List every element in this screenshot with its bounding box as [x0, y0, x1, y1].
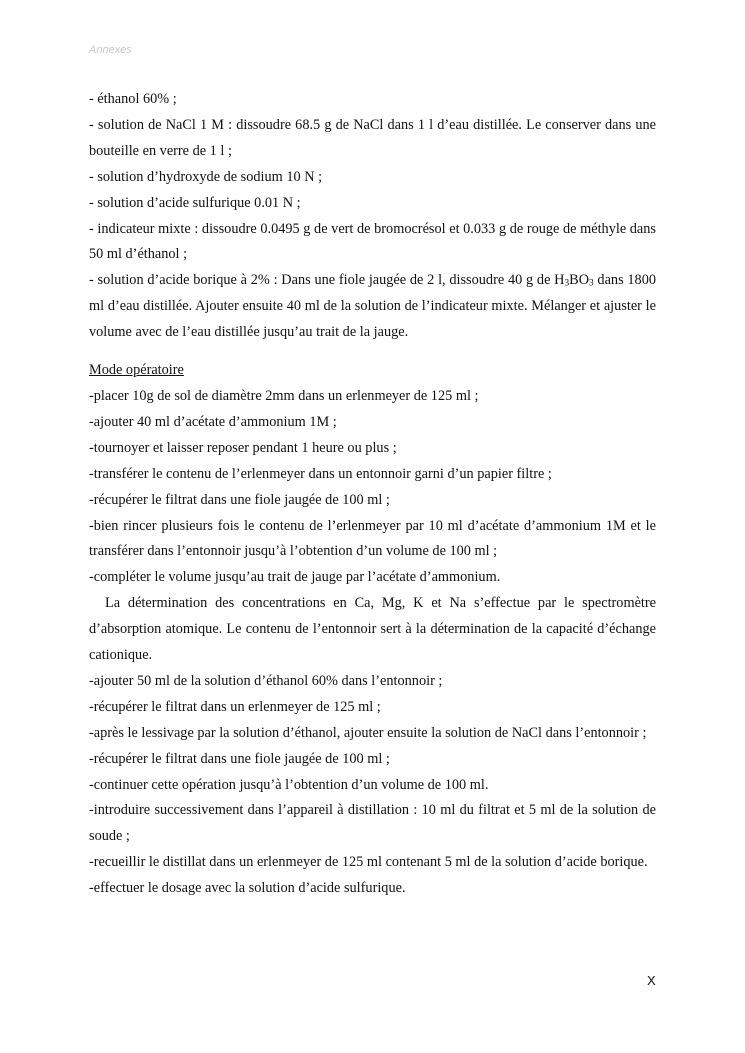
procedure-step: -introduire successivement dans l’appareil à distillation : 10 ml du filtrat et 5 ml de la solution de soude ; — [89, 802, 656, 845]
procedure-note: La détermination des concentrations en Ca, Mg, K et Na s’effectue par le spectromètre d’absorption atomique. Le contenu de l’entonnoir sert à la détermination de la capacité d’échange cationique. — [89, 595, 656, 664]
boric-acid-formula: BO — [569, 272, 590, 289]
procedure-step: -ajouter 50 ml de la solution d’éthanol 60% dans l’entonnoir ; — [89, 672, 443, 689]
reagent-item: - solution d’acide sulfurique 0.01 N ; — [89, 194, 301, 211]
boric-acid-subscript-2: 3 — [589, 278, 594, 289]
procedure-step: -bien rincer plusieurs fois le contenu de l’erlenmeyer par 10 ml d’acétate d’ammonium 1M et le transférer dans l’entonnoir jusqu’à l’obtention d’un volume de 100 ml ; — [89, 517, 656, 560]
page-number: X — [647, 973, 656, 988]
procedure-step: -récupérer le filtrat dans une fiole jaugée de 100 ml ; — [89, 750, 390, 767]
reagent-item-boric-acid — [89, 268, 656, 346]
reagent-item: - solution de NaCl 1 M : dissoudre 68.5 g de NaCl dans 1 l d’eau distillée. Le conserver dans une bouteille en verre de 1 l ; — [89, 116, 656, 159]
document-body — [89, 87, 656, 902]
reagent-item: - solution d’hydroxyde de sodium 10 N ; — [89, 168, 323, 185]
procedure-step: -récupérer le filtrat dans un erlenmeyer de 125 ml ; — [89, 698, 381, 715]
procedure-step: -récupérer le filtrat dans une fiole jaugée de 100 ml ; — [89, 491, 390, 508]
procedure-step: -effectuer le dosage avec la solution d’acide sulfurique. — [89, 880, 406, 897]
reagent-item: - éthanol 60% ; — [89, 91, 177, 107]
procedure-step: -transférer le contenu de l’erlenmeyer dans un entonnoir garni d’un papier filtre ; — [89, 465, 552, 482]
procedure-step: -après le lessivage par la solution d’éthanol, ajouter ensuite la solution de NaCl dans l’entonnoir ; — [89, 724, 647, 741]
boric-acid-text-before: - solution d’acide borique à 2% : Dans une fiole jaugée de 2 l, dissoudre 40 g de H — [89, 272, 565, 289]
section-heading: Mode opératoire — [89, 362, 184, 379]
boric-acid-subscript-1: 3 — [564, 278, 570, 289]
procedure-step: -ajouter 40 ml d’acétate d’ammonium 1M ; — [89, 413, 337, 430]
procedure-step: -recueillir le distillat dans un erlenmeyer de 125 ml contenant 5 ml de la solution d’acide borique. — [89, 854, 648, 871]
reagent-item: - indicateur mixte : dissoudre 0.0495 g de vert de bromocrésol et 0.033 g de rouge de méthyle dans 50 ml d’éthanol ; — [89, 220, 656, 263]
procedure-step: -continuer cette opération jusqu’à l’obtention d’un volume de 100 ml. — [89, 776, 489, 793]
procedure-step: -placer 10g de sol de diamètre 2mm dans un erlenmeyer de 125 ml ; — [89, 387, 479, 404]
procedure-step: -tournoyer et laisser reposer pendant 1 heure ou plus ; — [89, 439, 397, 456]
running-header: Annexes — [89, 44, 132, 56]
boric-acid-text-after: dans 1800 ml d’eau distillée. Ajouter ensuite 40 ml de la solution de l’indicateur mixte. Mélanger et ajuster le volume avec de l’eau distillée jusqu’au trait de la jauge. — [89, 272, 657, 341]
procedure-step: -compléter le volume jusqu’au trait de jauge par l’acétate d’ammonium. — [89, 569, 501, 586]
